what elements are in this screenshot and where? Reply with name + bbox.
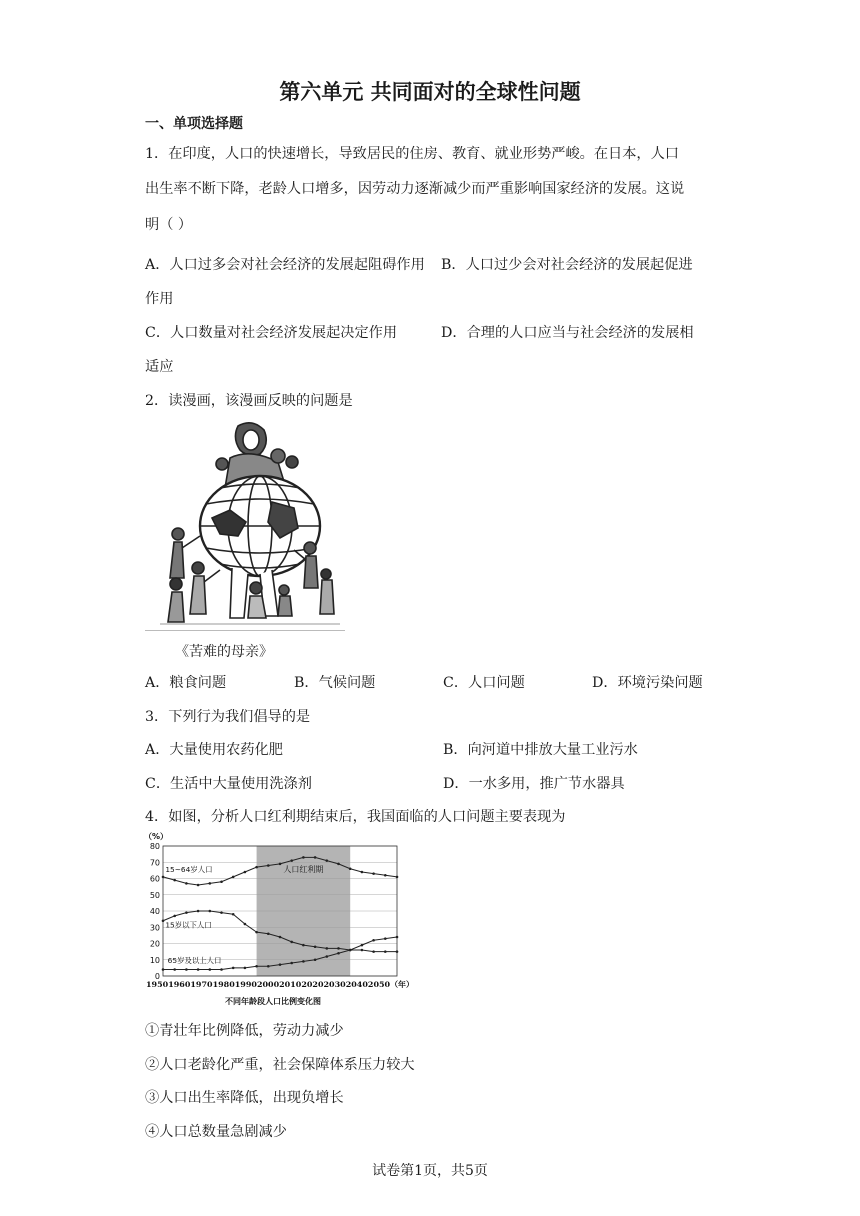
q1-option-c: C．人口数量对社会经济发展起决定作用 bbox=[145, 325, 398, 341]
q2-option-b: B．气候问题 bbox=[294, 675, 376, 691]
q1-option-b-continued: 作用 bbox=[145, 291, 174, 307]
series-point bbox=[314, 958, 317, 961]
series-point bbox=[361, 949, 364, 952]
q4-item-3: ③人口出生率降低，出现负增长 bbox=[145, 1090, 344, 1106]
q4-item-1: ①青壮年比例降低，劳动力减少 bbox=[145, 1023, 344, 1039]
series-point bbox=[220, 911, 223, 914]
series-point bbox=[220, 968, 223, 971]
series-point bbox=[326, 947, 329, 950]
section-heading: 一、单项选择题 bbox=[145, 116, 243, 132]
series-label: 65岁及以上人口 bbox=[167, 956, 222, 965]
cartoon-suffering-mother bbox=[160, 418, 340, 628]
series-point bbox=[290, 859, 293, 862]
page-footer: 试卷第1页，共5页 bbox=[372, 1163, 488, 1179]
q4-item-4: ④人口总数量急剧减少 bbox=[145, 1124, 287, 1140]
series-point bbox=[220, 880, 223, 883]
q2-option-d: D．环境污染问题 bbox=[592, 675, 703, 691]
series-point bbox=[267, 932, 270, 935]
series-point bbox=[173, 968, 176, 971]
series-point bbox=[197, 968, 200, 971]
q1-stem-line3: 明（ ） bbox=[145, 217, 193, 233]
series-point bbox=[209, 882, 212, 885]
series-point bbox=[314, 945, 317, 948]
series-point bbox=[337, 947, 340, 950]
series-point bbox=[279, 936, 282, 939]
page-title: 第六单元 共同面对的全球性问题 bbox=[279, 80, 581, 104]
series-point bbox=[173, 915, 176, 918]
series-point bbox=[255, 965, 258, 968]
series-point bbox=[396, 936, 399, 939]
series-point bbox=[162, 968, 165, 971]
x-tick-labels-row: 19501960197019801990200020102020203020402050（年） bbox=[146, 980, 402, 989]
series-point bbox=[349, 949, 352, 952]
series-point bbox=[255, 931, 258, 934]
series-point bbox=[185, 882, 188, 885]
q1-option-a: A．人口过多会对社会经济的发展起阻碍作用 bbox=[145, 257, 425, 273]
series-point bbox=[326, 859, 329, 862]
cartoon-caption: 《苦难的母亲》 bbox=[175, 644, 273, 660]
series-point bbox=[244, 967, 247, 970]
q2-stem: 2．读漫画，该漫画反映的问题是 bbox=[145, 393, 353, 409]
q3-option-c: C．生活中大量使用洗涤剂 bbox=[145, 776, 312, 792]
q1-option-b: B．人口过少会对社会经济的发展起促进 bbox=[441, 257, 693, 273]
series-label: 15~64岁人口 bbox=[165, 865, 213, 874]
series-point bbox=[396, 950, 399, 953]
series-point bbox=[372, 939, 375, 942]
series-point bbox=[314, 856, 317, 859]
series-point bbox=[302, 960, 305, 963]
series-point bbox=[173, 879, 176, 882]
y-tick-label: 70 bbox=[149, 858, 160, 868]
q1-stem-line1: 1．在印度，人口的快速增长，导致居民的住房、教育、就业形势严峻。在日本，人口 bbox=[145, 146, 679, 162]
series-point bbox=[197, 884, 200, 887]
series-point bbox=[232, 913, 235, 916]
q1-stem-line2: 出生率不断下降，老龄人口增多，因劳动力逐渐减少而严重影响国家经济的发展。这说 bbox=[145, 181, 685, 197]
series-point bbox=[279, 863, 282, 866]
q3-option-d: D．一水多用，推广节水器具 bbox=[443, 776, 625, 792]
q4-item-2: ②人口老龄化严重，社会保障体系压力较大 bbox=[145, 1057, 415, 1073]
series-point bbox=[162, 919, 165, 922]
series-point bbox=[209, 968, 212, 971]
series-point bbox=[372, 950, 375, 953]
q2-option-c: C．人口问题 bbox=[443, 675, 525, 691]
y-tick-label: 30 bbox=[149, 923, 160, 933]
series-point bbox=[185, 911, 188, 914]
series-point bbox=[361, 871, 364, 874]
series-point bbox=[290, 962, 293, 965]
y-tick-label: 20 bbox=[149, 939, 160, 949]
population-ratio-chart bbox=[143, 828, 413, 1008]
q3-option-b: B．向河道中排放大量工业污水 bbox=[443, 742, 638, 758]
q3-option-a: A．大量使用农药化肥 bbox=[145, 742, 283, 758]
series-point bbox=[185, 968, 188, 971]
q1-option-d: D．合理的人口应当与社会经济的发展相 bbox=[441, 325, 694, 341]
series-point bbox=[372, 872, 375, 875]
series-point bbox=[255, 866, 258, 869]
series-point bbox=[197, 910, 200, 913]
series-point bbox=[337, 952, 340, 955]
series-point bbox=[244, 871, 247, 874]
y-tick-label: 50 bbox=[149, 890, 160, 900]
series-point bbox=[384, 950, 387, 953]
y-tick-label: 80 bbox=[149, 842, 160, 851]
x-tick-labels bbox=[146, 979, 413, 989]
series-point bbox=[302, 856, 305, 859]
series-point bbox=[267, 864, 270, 867]
y-tick-label: 40 bbox=[149, 907, 160, 916]
series-point bbox=[162, 876, 165, 879]
series-point bbox=[361, 944, 364, 947]
q1-option-d-continued: 适应 bbox=[145, 359, 174, 375]
series-point bbox=[232, 876, 235, 879]
series-point bbox=[267, 965, 270, 968]
series-point bbox=[244, 923, 247, 926]
q2-option-a: A．粮食问题 bbox=[145, 675, 227, 691]
series-point bbox=[349, 867, 352, 870]
series-point bbox=[337, 863, 340, 866]
series-point bbox=[384, 937, 387, 940]
series-point bbox=[209, 910, 212, 913]
y-tick-label: 0 bbox=[154, 972, 160, 981]
q4-stem: 4．如图，分析人口红利期结束后，我国面临的人口问题主要表现为 bbox=[145, 809, 566, 825]
chart-title: 不同年龄段人口比例变化图 bbox=[225, 997, 321, 1006]
series-label: 15岁以下人口 bbox=[165, 920, 212, 930]
y-tick-label: 60 bbox=[149, 874, 160, 884]
series-point bbox=[232, 967, 235, 970]
y-tick-labels bbox=[150, 842, 160, 981]
cartoon-divider bbox=[145, 630, 345, 631]
series-point bbox=[384, 874, 387, 877]
y-tick-label: 10 bbox=[149, 955, 160, 965]
series-point bbox=[279, 963, 282, 966]
series-point bbox=[302, 944, 305, 947]
series-point bbox=[290, 941, 293, 944]
series-point bbox=[326, 955, 329, 958]
dividend-period-label: 人口红利期 bbox=[283, 865, 324, 874]
q3-stem: 3．下列行为我们倡导的是 bbox=[145, 709, 311, 725]
y-axis-unit: （%） bbox=[144, 832, 169, 841]
series-point bbox=[396, 876, 399, 879]
